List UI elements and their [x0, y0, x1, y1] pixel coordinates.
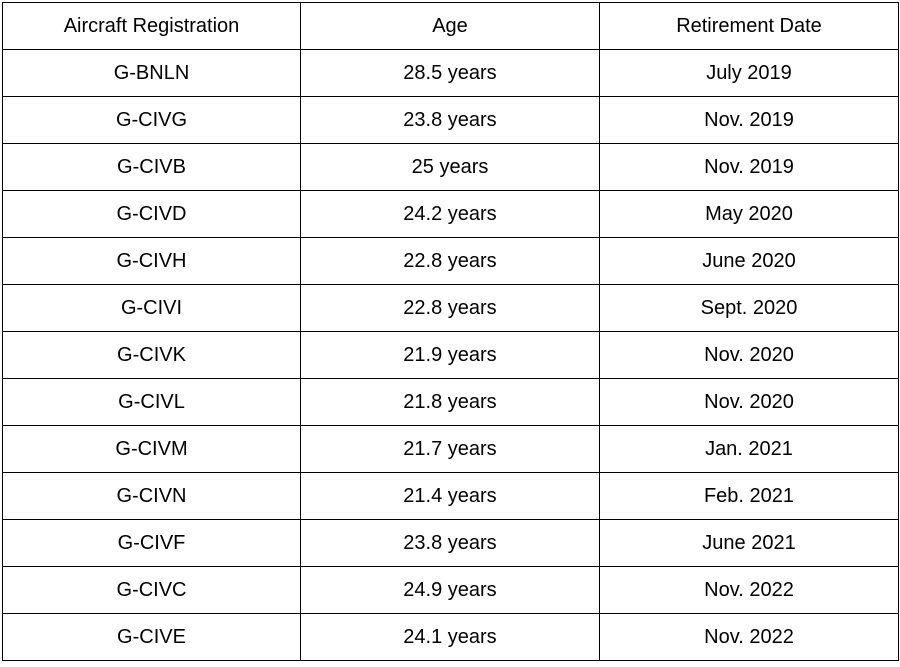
age-cell: 24.1 years	[301, 614, 600, 661]
registration-cell: G-CIVN	[3, 473, 301, 520]
registration-cell: G-BNLN	[3, 50, 301, 97]
age-cell: 21.7 years	[301, 426, 600, 473]
retirement-date-cell: Nov. 2019	[600, 144, 899, 191]
age-cell: 21.4 years	[301, 473, 600, 520]
registration-cell: G-CIVD	[3, 191, 301, 238]
age-cell: 22.8 years	[301, 285, 600, 332]
retirement-date-cell: July 2019	[600, 50, 899, 97]
age-cell: 28.5 years	[301, 50, 600, 97]
table-row	[3, 520, 899, 567]
registration-cell: G-CIVC	[3, 567, 301, 614]
retirement-date-cell: Nov. 2022	[600, 567, 899, 614]
age-cell: 22.8 years	[301, 238, 600, 285]
table-row	[3, 473, 899, 520]
table-row	[3, 238, 899, 285]
retirement-date-cell: June 2021	[600, 520, 899, 567]
age-cell: 21.9 years	[301, 332, 600, 379]
table-row	[3, 191, 899, 238]
age-cell: 24.9 years	[301, 567, 600, 614]
retirement-date-cell: Nov. 2019	[600, 97, 899, 144]
registration-cell: G-CIVG	[3, 97, 301, 144]
age-cell: 23.8 years	[301, 520, 600, 567]
registration-cell: G-CIVM	[3, 426, 301, 473]
header-row	[3, 3, 899, 50]
table-row	[3, 285, 899, 332]
retirement-date-cell: Nov. 2020	[600, 379, 899, 426]
registration-cell: G-CIVL	[3, 379, 301, 426]
registration-cell: G-CIVK	[3, 332, 301, 379]
table-row	[3, 614, 899, 661]
registration-cell: G-CIVB	[3, 144, 301, 191]
registration-cell: G-CIVF	[3, 520, 301, 567]
registration-cell: G-CIVI	[3, 285, 301, 332]
table-row	[3, 379, 899, 426]
age-cell: 24.2 years	[301, 191, 600, 238]
age-cell: 25 years	[301, 144, 600, 191]
age-cell: 21.8 years	[301, 379, 600, 426]
retirement-date-cell: Nov. 2022	[600, 614, 899, 661]
header-age: Age	[301, 3, 600, 50]
registration-cell: G-CIVE	[3, 614, 301, 661]
retirement-date-cell: June 2020	[600, 238, 899, 285]
table-row	[3, 426, 899, 473]
aircraft-retirement-table	[2, 2, 899, 661]
table-row	[3, 97, 899, 144]
retirement-date-cell: Jan. 2021	[600, 426, 899, 473]
retirement-date-cell: Feb. 2021	[600, 473, 899, 520]
table-body	[3, 50, 899, 661]
retirement-date-cell: Nov. 2020	[600, 332, 899, 379]
table-row	[3, 144, 899, 191]
header-retirement-date: Retirement Date	[600, 3, 899, 50]
header-aircraft-registration: Aircraft Registration	[3, 3, 301, 50]
table-row	[3, 332, 899, 379]
retirement-date-cell: Sept. 2020	[600, 285, 899, 332]
registration-cell: G-CIVH	[3, 238, 301, 285]
table-row	[3, 50, 899, 97]
table-row	[3, 567, 899, 614]
retirement-date-cell: May 2020	[600, 191, 899, 238]
age-cell: 23.8 years	[301, 97, 600, 144]
